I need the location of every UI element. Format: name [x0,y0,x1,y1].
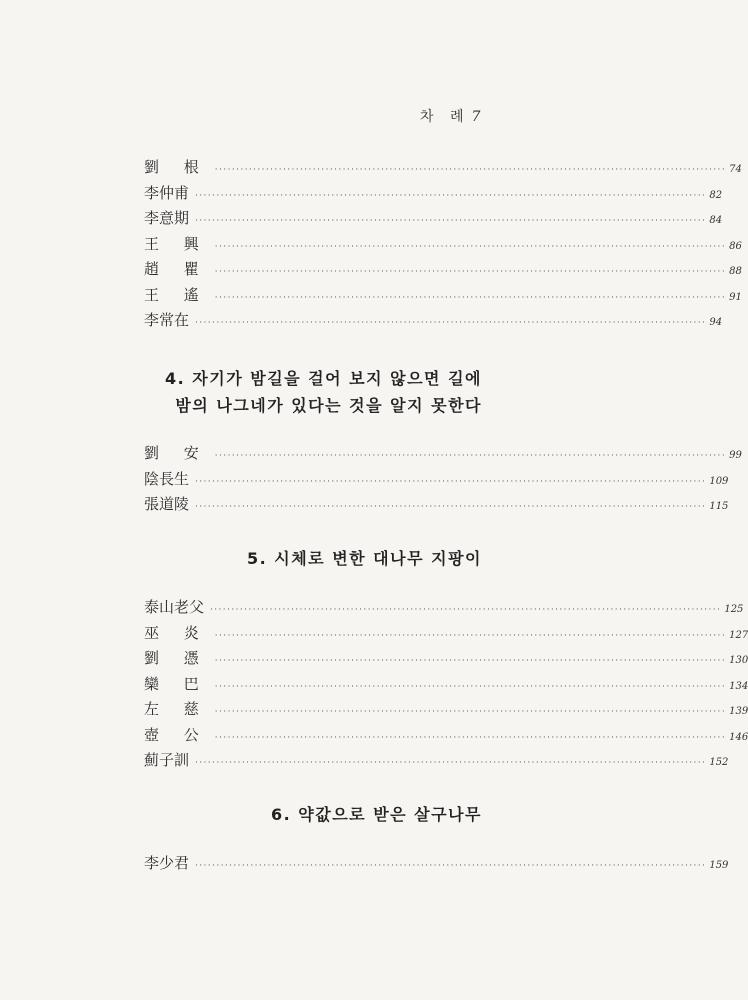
toc-entry-page: 109 [709,475,729,487]
toc-entry-title: 泰山老父 [144,598,205,616]
toc-entry[interactable] [144,156,742,182]
section-heading-line: 밤의 나그네가 있다는 것을 알지 못한다 [175,396,482,415]
toc-entry-page: 74 [729,164,742,175]
running-head-title: 차 례 [420,109,470,125]
toc-entry[interactable] [144,468,729,494]
dot-leader: ························································································································ [214,656,727,666]
dot-leader: ························································································································ [214,165,727,175]
dot-leader: ························································································································ [214,707,727,717]
toc-entry-title: 陰長生 [144,469,190,488]
dot-leader: ························································································································ [195,502,707,512]
dot-leader: ························································································································ [214,630,727,641]
toc-entry[interactable] [144,596,744,622]
dot-leader: ························································································································ [195,216,707,226]
section-heading-4 [150,366,482,420]
toc-entry-page: 146 [729,731,748,743]
dot-leader: ························································································································ [214,681,727,692]
toc-entry[interactable] [144,673,748,699]
toc-entry[interactable] [144,182,723,208]
toc-entry-page: 134 [729,680,748,692]
toc-entry-title: 趙 瞿 [144,260,209,278]
toc-group-2 [144,442,742,519]
toc-entry-page: 159 [709,860,729,871]
section-heading-line: 4. 자기가 밤길을 걸어 보지 않으면 길에 [165,369,482,388]
toc-entry-page: 130 [729,655,748,666]
toc-entry-page: 88 [729,266,742,277]
toc-entry-title: 欒 巴 [144,674,209,693]
section-heading-line: 6. 약값으로 받은 살구나무 [271,805,482,824]
toc-entry-page: 115 [709,501,729,512]
toc-entry-title: 張道陵 [144,495,190,513]
section-heading-line: 5. 시체로 변한 대나무 지팡이 [246,549,482,568]
toc-entry-title: 李常在 [144,311,190,329]
toc-entry-title: 薊子訓 [144,751,190,769]
toc-entry-page: 91 [729,291,742,303]
toc-entry[interactable] [144,493,729,519]
toc-entry[interactable] [144,442,742,468]
toc-entry[interactable] [144,233,742,259]
toc-entry[interactable] [144,309,723,335]
toc-entry[interactable] [144,258,742,284]
toc-entry[interactable] [144,698,748,724]
toc-entry-page: 127 [729,629,748,641]
toc-entry[interactable] [144,647,748,673]
toc-group-4 [144,852,729,878]
toc-entry[interactable] [144,284,742,310]
toc-entry-title: 王 興 [144,234,209,253]
toc-entry[interactable] [144,852,729,878]
toc-entry[interactable] [144,749,729,775]
dot-leader: ························································································································ [214,451,727,461]
dot-leader: ························································································································ [214,732,727,743]
dot-leader: ························································································································ [214,267,727,277]
section-heading-6 [150,802,482,829]
toc-entry-page: 86 [729,240,742,252]
toc-entry[interactable] [144,207,723,233]
toc-group-1 [144,156,742,335]
toc-entry-page: 152 [709,757,729,768]
dot-leader: ························································································································ [195,318,707,328]
toc-group-3 [144,596,748,775]
dot-leader: ························································································································ [195,476,707,487]
toc-entry-page: 94 [709,317,723,328]
toc-entry-title: 李仲甫 [144,183,190,202]
dot-leader: ························································································································ [195,758,707,768]
toc-entry-title: 劉 安 [144,444,209,462]
toc-entry[interactable] [144,622,748,648]
toc-entry-title: 李少君 [144,854,190,872]
toc-entry-page: 139 [729,706,748,717]
toc-entry-title: 王 遙 [144,285,209,304]
toc-entry-title: 巫 炎 [144,623,209,642]
toc-entry-title: 李意期 [144,209,190,227]
dot-leader: ························································································································ [195,861,707,871]
toc-entry-title: 劉 憑 [144,649,209,667]
toc-entry[interactable] [144,724,748,750]
toc-entry-page: 82 [709,189,723,201]
running-head-page-number: 7 [471,109,481,125]
dot-leader: ························································································································ [214,292,727,303]
toc-entry-title: 劉 根 [144,158,209,176]
toc-entry-title: 壺 公 [144,725,209,744]
toc-entry-title: 左 慈 [144,700,209,718]
dot-leader: ························································································································ [195,190,707,201]
toc-entry-page: 84 [709,215,723,226]
section-heading-5 [150,546,482,573]
toc-entry-page: 125 [724,604,744,615]
toc-entry-page: 99 [729,450,742,461]
running-head [420,106,480,126]
dot-leader: ························································································································ [214,241,727,252]
dot-leader: ························································································································ [210,605,722,615]
